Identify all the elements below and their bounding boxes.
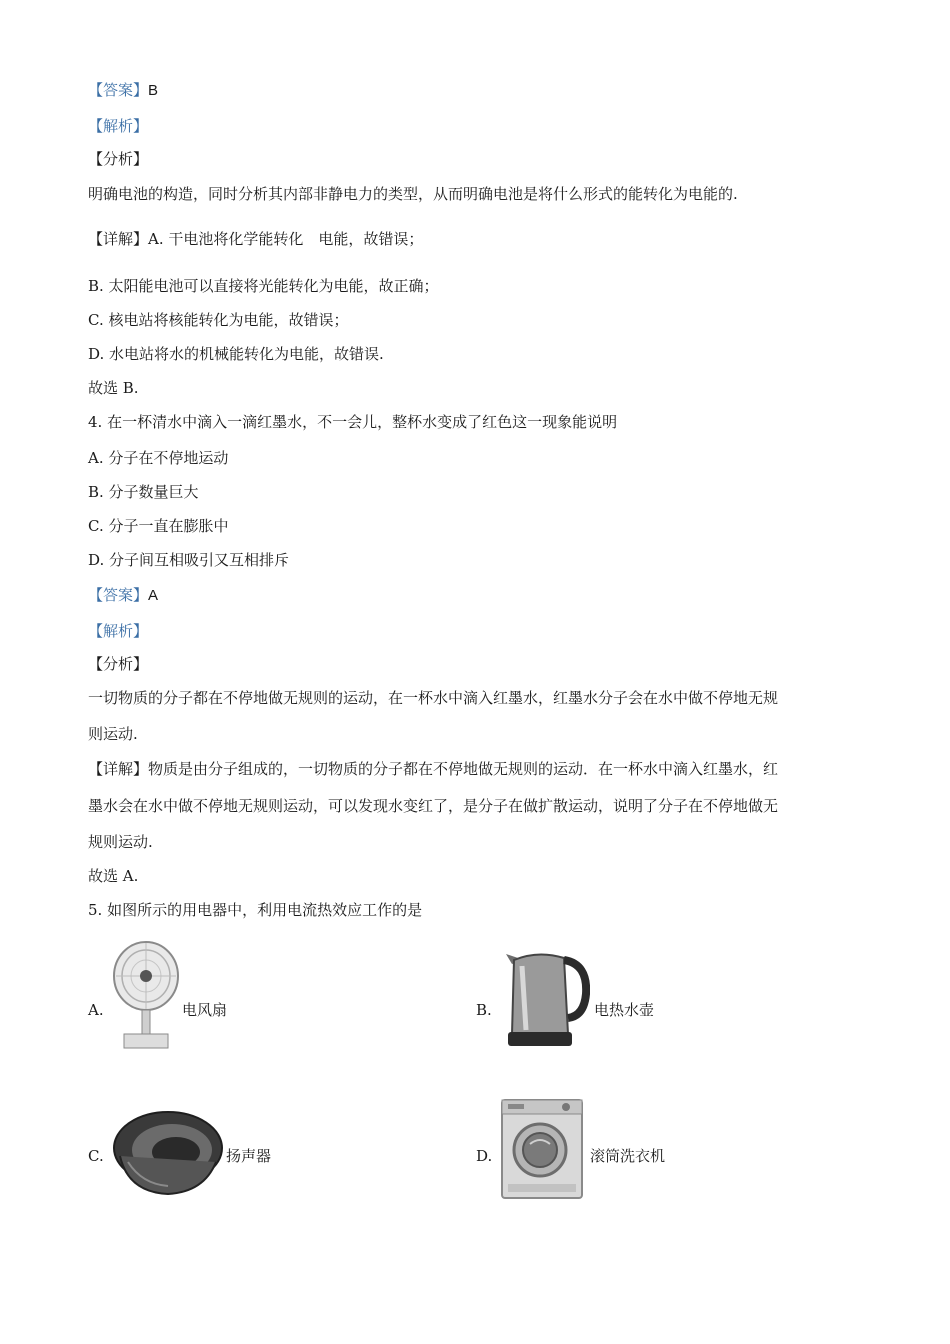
q5-option-c-text: 扬声器: [226, 1147, 272, 1165]
drum-washing-machine-icon: [500, 1098, 584, 1200]
q5-option-b-label: B.: [476, 1001, 492, 1019]
detail-line1-text: 物质是由分子组成的，一切物质的分子都在不停地做无规则的运动．在一杯水中滴入红墨水，红: [148, 760, 779, 778]
q3-answer: [88, 80, 158, 101]
q4-option-c: C. 分子一直在膨胀中: [88, 517, 229, 535]
q3-detail-d: D. 水电站将水的机械能转化为电能，故错误.: [88, 345, 384, 363]
q4-jiexi-tag: 【解析】: [88, 622, 149, 640]
q4-answer: [88, 585, 158, 606]
q4-detail-line3: 规则运动.: [88, 833, 153, 851]
q4-stem: 4. 在一杯清水中滴入一滴红墨水，不一会儿，整杯水变成了红色这一现象能说明: [88, 413, 618, 431]
q5-option-d-label: D.: [476, 1147, 493, 1165]
q3-conclusion: 故选 B.: [88, 379, 139, 397]
q4-fenxi-tag: 【分析】: [88, 655, 149, 673]
q3-analysis: 明确电池的构造，同时分析其内部非静电力的类型，从而明确电池是将什么形式的能转化为电能的.: [88, 185, 738, 203]
q5-option-a-label: A.: [88, 1001, 104, 1019]
detail-a-text: A. 干电池将化学能转化 电能，故错误；: [148, 230, 424, 248]
q4-option-d: D. 分子间互相吸引又互相排斥: [88, 551, 290, 569]
q5-option-b-text: 电热水壶: [594, 1001, 655, 1019]
detail-tag: 【详解】: [88, 230, 149, 248]
electric-kettle-icon: [498, 946, 590, 1052]
q3-jiexi-tag: 【解析】: [88, 117, 149, 135]
q4-detail-line2: 墨水会在水中做不停地无规则运动，可以发现水变红了，是分子在做扩散运动，说明了分子在不停地做无: [88, 797, 779, 815]
q4-option-b: B. 分子数量巨大: [88, 483, 199, 501]
q5-option-d-text: 滚筒洗衣机: [590, 1147, 666, 1165]
q3-detail-a: [88, 229, 423, 249]
q4-analysis-line1: 一切物质的分子都在不停地做无规则的运动，在一杯水中滴入红墨水，红墨水分子会在水中做不停地无规: [88, 689, 779, 707]
q3-fenxi-tag: 【分析】: [88, 150, 149, 168]
loudspeaker-icon: [108, 1106, 224, 1202]
answer-tag: 【答案】: [88, 81, 149, 99]
q5-option-c-label: C.: [88, 1147, 104, 1165]
q4-analysis-line2: 则运动.: [88, 725, 138, 743]
answer-letter: B: [148, 82, 159, 99]
answer-tag: 【答案】: [88, 586, 149, 604]
q3-detail-c: C. 核电站将核能转化为电能，故错误；: [88, 311, 349, 329]
q5-option-a-text: 电风扇: [182, 1001, 228, 1019]
detail-tag: 【详解】: [88, 760, 149, 778]
electric-fan-icon: [110, 938, 182, 1054]
q4-conclusion: 故选 A.: [88, 867, 139, 885]
answer-letter: A: [148, 587, 159, 604]
q4-option-a: A. 分子在不停地运动: [88, 449, 229, 467]
q3-detail-b: B. 太阳能电池可以直接将光能转化为电能，故正确；: [88, 277, 439, 295]
q5-stem: 5. 如图所示的用电器中，利用电流热效应工作的是: [88, 901, 423, 919]
q4-detail-line1: [88, 759, 778, 779]
